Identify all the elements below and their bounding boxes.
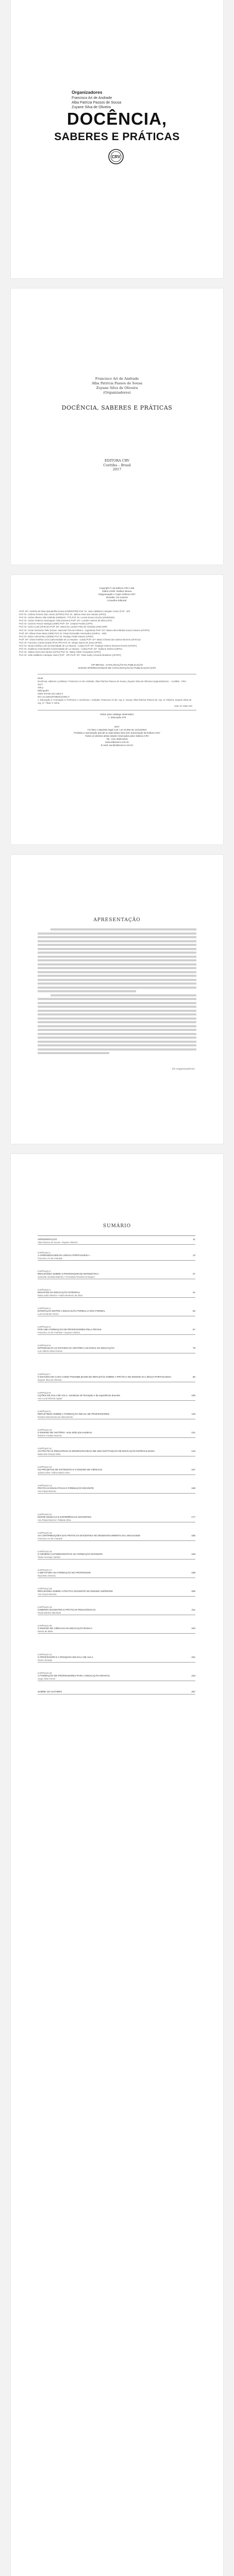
- text-line: [38, 1013, 196, 1015]
- divider: [38, 1662, 195, 1663]
- chapter-title-text: A APRENDIZAGEM DA LÍNGUA PORTUGUESA –: [38, 1254, 91, 1257]
- page-number: 67: [192, 1328, 195, 1331]
- catalog-isbn: ISBN 978-85-444-1952-0: [38, 692, 63, 695]
- chapter-number: CAPÍTULO 18: [38, 1587, 52, 1590]
- chapter-title-text: O PROFESSOR E A PESQUISA EM SALA DE AULA: [38, 1656, 93, 1659]
- toc-entry[interactable]: [38, 1550, 195, 1560]
- chapter-number: CAPÍTULO 13: [38, 1484, 52, 1487]
- publisher-logo-icon: [108, 149, 124, 164]
- catalog-pages: 206 p.: [38, 686, 44, 689]
- text-line: [51, 928, 196, 930]
- book-subtitle: SABERES E PRÁTICAS: [54, 131, 180, 143]
- chapter-title: [38, 1487, 195, 1490]
- rights-notice: Todos os direitos desta edição reservados pela: Editora CRV: [85, 735, 149, 737]
- page-number: 211: [191, 1608, 195, 1612]
- chapter-number: CAPÍTULO 11: [38, 1447, 52, 1450]
- cover-page: [11, 0, 223, 278]
- toc-entry[interactable]: [38, 1270, 195, 1279]
- index-heading: Índice para catálogo sistemático: [100, 713, 134, 716]
- organizer-name: Alba Patrícia Passos de Sousa: [72, 101, 122, 105]
- toc-entry[interactable]: [38, 1624, 195, 1634]
- chapter-authors: Rubens Furtado Moreira: [38, 1434, 62, 1437]
- toc-entry[interactable]: [38, 1326, 195, 1335]
- copyright-line: Copyright © da Editora CRV Ltda.: [99, 587, 135, 589]
- chapter-title-text: REFLEXÕES SOBRE A PRÁTICA DOCENTE NO ENSINO SUPERIOR: [38, 1590, 113, 1593]
- chapter-title-text: REFLEXÕES SOBRE O PROFESSOR DE MATEMÁTICA: [38, 1273, 99, 1276]
- board-row: Profª. Drª. Andréia da Silva Quintanilha Sousa (UNIR/UFRN) Prof. Dr. Joao Adalberto Campato Junior (FAP - SP): [19, 610, 130, 613]
- chapter-number: CAPÍTULO 20: [38, 1624, 52, 1627]
- catalog-classification: CDU 37 CDD 370: [174, 705, 192, 707]
- chapter-number: CAPÍTULO 7: [38, 1373, 51, 1376]
- chapter-title: [38, 1310, 195, 1313]
- chapter-number: CAPÍTULO 12: [38, 1466, 52, 1468]
- publisher-name: EDITORA CRV: [104, 459, 130, 463]
- chapter-title: [38, 1690, 195, 1693]
- organizer-name: Alba Patrícia Passos de Sousa: [91, 381, 143, 385]
- toc-entry[interactable]: [38, 1251, 195, 1261]
- chapter-title: [38, 1394, 195, 1397]
- chapter-title: [38, 1238, 195, 1241]
- chapter-authors: Yuri Souza Moreira: [38, 1592, 57, 1596]
- presentation-page: [11, 855, 223, 1144]
- chapter-title: [38, 1468, 195, 1471]
- chapter-title: [38, 1450, 195, 1453]
- text-line: [38, 1021, 196, 1023]
- chapter-authors: Rosana Nascimento do Nascimento: [38, 1415, 73, 1418]
- toc-entry[interactable]: [38, 1606, 195, 1615]
- organizer-name: Francisco Ari de Andrade: [95, 377, 139, 381]
- chapter-number: CAPÍTULO 3: [38, 1289, 51, 1291]
- presentation-body: [38, 928, 196, 1056]
- chapter-title: [38, 1254, 195, 1257]
- divider: [38, 1596, 195, 1597]
- text-line: [38, 982, 196, 985]
- page-number: 93: [192, 1376, 195, 1379]
- text-line: [38, 956, 196, 958]
- text-line: [38, 1018, 196, 1020]
- organizers-role: (Organizadores): [103, 391, 131, 395]
- chapter-authors: Zuyane Silva de Oliveira: [38, 1378, 62, 1381]
- catalog-entry: Docência, saberes e práticas / Francisco Ari de Andrade, Alba Patrícia Passos de Sousa, Zuyane Silva de Oliveira (organizadores). – Curitiba : CRV, 2017.: [38, 680, 187, 686]
- toc-entry[interactable]: [38, 1429, 195, 1438]
- chapter-number: CAPÍTULO 5: [38, 1326, 51, 1328]
- organizer-name: Zuyane Silva de Oliveira: [96, 386, 138, 390]
- divider: [38, 1633, 195, 1634]
- catalog-doi: DOI 10.24824/978854441952.0: [38, 696, 70, 698]
- toc-entry[interactable]: [38, 1690, 195, 1694]
- catalog-record: [38, 677, 192, 708]
- catalog-code: D636: [38, 677, 43, 680]
- board-row: Prof. Dr. Francisco Carlos Duarte (PUC-PR) Prof. Dr. Sérgio Nunes de Jesus (IFRO): [19, 641, 102, 644]
- chapter-title: [38, 1590, 195, 1593]
- chapter-title-text: LIÇÕES DE SALA DE AULA: narrativas de formação e da experiência docente: [38, 1394, 121, 1397]
- chapter-authors: Luis Fernando Torres: [38, 1312, 59, 1315]
- chapter-authors: Raul Brito Moreira: [38, 1574, 56, 1577]
- text-line: [38, 963, 196, 965]
- email-link[interactable]: E-mail: sac@editoracrv.com.br: [101, 744, 133, 747]
- divider: [38, 1493, 195, 1494]
- chapter-authors: Ednéa de Mello: [38, 1630, 53, 1633]
- logo-text: CRV: [111, 155, 121, 159]
- text-line: [38, 971, 196, 973]
- text-line: [38, 967, 196, 969]
- publisher-city: Curitiba – Brasil: [103, 463, 131, 467]
- reproduction-notice: Proibida a reprodução parcial ou total desta obra sem autorização da Editora CRV: [74, 732, 160, 734]
- page-number: 157: [191, 1468, 195, 1471]
- text-line: [38, 1029, 196, 1031]
- organizer-name: Zuyane Silva de Oliveira: [72, 106, 111, 109]
- page-number: 199: [191, 1571, 195, 1574]
- chapter-title: [38, 1516, 195, 1519]
- chapter-title: [38, 1431, 195, 1434]
- text-line: [38, 959, 196, 961]
- page-number: 143: [191, 1450, 195, 1453]
- organizers-list: [72, 96, 121, 110]
- toc-entry[interactable]: [38, 1373, 195, 1382]
- chapter-title-text: POR UMA FORMAÇÃO DE PROFESSORES PELA PRÁXIS: [38, 1328, 102, 1331]
- chapter-title-text: OS PROJETOS DE EXTENSÃO E O ENSINO DE CIÊNCIAS: [38, 1468, 103, 1471]
- toc-entry[interactable]: [38, 1587, 195, 1597]
- divider: [38, 1400, 195, 1401]
- index-entry: 1. Educação 370: [108, 716, 126, 719]
- toc-entry[interactable]: [38, 1307, 195, 1316]
- chapter-title: [38, 1571, 195, 1574]
- text-line: [38, 1044, 196, 1046]
- chapter-title: [38, 1553, 195, 1556]
- chapter-authors: Paulo Henrique Santos: [38, 1555, 61, 1558]
- chapter-title-text: SABERES DOCENTES E PRÁTICAS PEDAGÓGICAS: [38, 1608, 96, 1612]
- chapter-number: CAPÍTULO 17: [38, 1569, 52, 1571]
- page-number: 193: [191, 1553, 195, 1556]
- chapter-authors: Josenete Almeida Marinho • Fernanda Pimenta Henriques: [38, 1275, 95, 1278]
- catalog-bibliography: Bibliografia: [38, 689, 49, 692]
- chapter-authors: Francisco Ari de Andrade • Zuyane Oliveira: [38, 1331, 80, 1334]
- chapter-title: [38, 1291, 195, 1294]
- board-heading: Conselho Editorial:: [107, 599, 127, 602]
- text-line: [38, 933, 196, 935]
- chapter-title: [38, 1273, 195, 1276]
- toc-entry[interactable]: [38, 1447, 195, 1456]
- presentation-signature: Os organizadores: [172, 1067, 195, 1071]
- chapter-title-text: INTRODUÇÃO AO ESTUDO DA HISTÓRIA CULTURAL DA EDUCAÇÃO: [38, 1347, 114, 1350]
- toc-entry[interactable]: [38, 1532, 195, 1541]
- board-row: Prof. Dr. Antônio Pereira Gaio Júnior (UFRRJ) Prof. Dr. Jailson Alves dos Santos (UFRJ): [19, 613, 106, 616]
- chapter-number: CAPÍTULO 9: [38, 1410, 51, 1413]
- chapter-authors: Francisco Ari de Andrade: [38, 1537, 63, 1540]
- chapter-title: [38, 1413, 195, 1416]
- chapter-title-text: A METÁFORA NA FORMAÇÃO DO PROFESSOR: [38, 1571, 91, 1574]
- chapter-title: [38, 1608, 195, 1612]
- chapter-authors: Ana Paula Moreira: [38, 1489, 56, 1493]
- board-row: Prof. Dr. Carlos Federico Dominguez Avila (Unieuro) Profª. Drª. Lourdes Helena da Silva (UFV): [19, 619, 112, 622]
- page-number: 205: [191, 1590, 195, 1593]
- chapter-title-text: O ESTUDO DE CASO COMO POSSIBILIDADE DE REFLEXÃO SOBRE A PRÁTICA NO ENSINO DA LÍNGUA PORTUGUESA: [38, 1376, 172, 1379]
- review-line: Revisão: Os Autores: [106, 596, 128, 599]
- text-line: [38, 1037, 196, 1039]
- chapter-title-text: PRÁTICAS EDUCATIVAS E FORMAÇÃO DOCENTE: [38, 1487, 94, 1490]
- page-number: 243: [191, 1674, 195, 1677]
- chapter-number: CAPÍTULO 14: [38, 1513, 52, 1516]
- chapter-authors: Juliana Silva • Dilma Maria Alves: [38, 1471, 70, 1474]
- chapter-title: [38, 1328, 195, 1331]
- page-number: 257: [191, 1690, 195, 1693]
- text-line: [38, 948, 196, 950]
- chapter-title-text: ENTRE MÚSICAS E EXPERIÊNCIAS DOCENTES: [38, 1516, 92, 1519]
- chapter-title-text: O ENSINO DE CIÊNCIAS NA EDUCAÇÃO BÁSICA: [38, 1627, 92, 1630]
- chapter-number: CAPÍTULO 15: [38, 1532, 52, 1534]
- chapter-title-text: APRESENTAÇÃO: [38, 1238, 57, 1241]
- chapter-number: CAPÍTULO 10: [38, 1429, 52, 1431]
- board-row: Prof. Dr. Jailson Alves dos Santos (UFRJ) Prof. Dr. Tadeu Oliver Gonçalves (UFPA): [19, 651, 101, 654]
- board-row: Prof. Dr. Gloria Fariñas León (Universidade de La Havana - Cuba) Profª. Drª. Solange Helena Ximenes-Rocha (UFOPA): [19, 645, 137, 648]
- page-number: 41: [192, 1291, 195, 1294]
- cip-heading: [11, 664, 223, 670]
- toc-entry[interactable]: [38, 1466, 195, 1475]
- chapter-title-text: O GÊNERO AUTOBIOGRÁFICO NA FORMAÇÃO DOCENTE: [38, 1553, 103, 1556]
- toc-entry[interactable]: [38, 1238, 195, 1245]
- chapter-title: [38, 1376, 195, 1379]
- chapter-title-text: AS CONTRIBUIÇÕES DAS PRÁTICAS DOCENTES NO DESENVOLVIMENTO DA LINGUAGEM: [38, 1534, 140, 1537]
- chapter-authors: Ana Lucia Silveira Aguiar: [38, 1397, 62, 1400]
- copyright-page: [11, 575, 223, 844]
- page-number: 53: [192, 1310, 195, 1313]
- chapter-title: [38, 1674, 195, 1677]
- divider: [38, 1437, 195, 1438]
- text-line: [38, 979, 196, 981]
- text-line: [38, 952, 196, 954]
- editorial-board: [19, 610, 215, 657]
- chapter-title-text: REFLETINDO SOBRE A FORMAÇÃO INICIAL DE PROFESSORES: [38, 1413, 110, 1416]
- page-number: 79: [192, 1347, 195, 1350]
- text-line: [38, 940, 196, 942]
- chapter-number: CAPÍTULO 2: [38, 1270, 51, 1273]
- publisher-info: [11, 459, 223, 472]
- page-number: 231: [191, 1656, 195, 1659]
- chapter-title-text: O ENSINO DE HISTÓRIA: uma visão pós-moderna: [38, 1431, 92, 1434]
- board-row: Prof. Dr. Celso Conti (UFSCar) Profª. Drª. Maria de Lourdes Pinto de Almeida (UNICAMP): [19, 625, 108, 629]
- page-number: 27: [192, 1273, 195, 1276]
- text-line: [38, 1002, 196, 1004]
- chapter-authors: Ana Paula Moreira • Rafaela Silva: [38, 1518, 71, 1521]
- toc-entry[interactable]: [38, 1569, 195, 1578]
- summary-heading: SUMÁRIO: [103, 1224, 131, 1229]
- toc-entry[interactable]: [38, 1672, 195, 1681]
- page-number: 223: [191, 1627, 195, 1630]
- chapter-authors: Alba Passos de Sousa • Zuyane Oliveira: [38, 1241, 78, 1244]
- board-row: Profª. Drª. Gloria Fariñas León (Universidade de La Havana - Cuba) Profª. Drª. Maria Cristina dos Santos Bezerra (UFSCar): [19, 638, 141, 641]
- toc-entry[interactable]: [38, 1392, 195, 1401]
- chapter-authors: Luiz Alberto Silva Gomes: [38, 1349, 63, 1352]
- toc-entry[interactable]: [38, 1653, 195, 1663]
- cip-title: CIP-BRASIL. CATALOGAÇÃO NA PUBLICAÇÃO: [91, 664, 143, 666]
- text-line: [38, 1010, 196, 1012]
- board-row: Prof. Dr. Guillermo Arias Beatón (Universidade de La Havana - Cuba) Profª. Drª. Sydione Santos (UEPG): [19, 648, 122, 651]
- chapter-number: CAPÍTULO 19: [38, 1606, 52, 1608]
- board-row: Prof. Dr. Carlos Alberto Vilar Estêvão (UMINHO - PT) Prof. Dr. Leonel Severo Rocha (UNISINOS): [19, 616, 115, 619]
- book-title: DOCÊNCIA,: [66, 109, 168, 128]
- board-row: Prof. Dr. João Adalberto Campato Junior (FAP - SP) Profª. Drª. Tania Suely Azevedo Brasileiro (UFOPA): [19, 654, 121, 657]
- chapter-authors: Maria Zuíla Oliveira • Ivânia Monteiro da Silva: [38, 1294, 82, 1297]
- organizers-list: [11, 377, 223, 395]
- text-line: [38, 1025, 196, 1027]
- title-page: [11, 289, 223, 565]
- chapter-title: [38, 1627, 195, 1630]
- page-number: 119: [191, 1413, 195, 1416]
- chapter-number: CAPÍTULO 4: [38, 1307, 51, 1310]
- text-line: [38, 987, 196, 989]
- chapter-number: CAPÍTULO 21: [38, 1653, 52, 1656]
- text-line: [38, 975, 196, 977]
- toc-entry[interactable]: [38, 1484, 195, 1494]
- index-block: [11, 713, 223, 719]
- page-number: 185: [191, 1534, 195, 1537]
- organizers-heading: Organizadores: [72, 90, 103, 95]
- chapter-title: [38, 1656, 195, 1659]
- divider: [38, 1244, 195, 1245]
- chapter-number: CAPÍTULO 16: [38, 1550, 52, 1553]
- cip-subtitle: DADOS INTERNACIONAIS DE CATALOGAÇÃO NA PUBLICAÇÃO (CIP): [78, 667, 156, 669]
- text-line: [38, 990, 136, 992]
- text-line: [38, 1041, 196, 1043]
- chapter-authors: Francisco Ari de Andrade: [38, 1257, 63, 1260]
- legal-deposit: Foi feito o depósito legal conf. Lei 10.994 de 14/12/2004: [87, 728, 147, 731]
- phone: Tel.: (41) 3039-6418: [106, 738, 128, 740]
- chapter-authors: Paula Martins Machado: [38, 1611, 61, 1614]
- chapter-title-text: SOBRE OS AUTORES: [38, 1690, 62, 1693]
- page-number: 105: [191, 1394, 195, 1397]
- chapter-title-text: DESAFIOS DA EDUCAÇÃO INTEGRAL: [38, 1291, 80, 1294]
- copyright-header: [11, 587, 223, 602]
- text-line: [51, 994, 196, 996]
- page-number: 13: [192, 1254, 195, 1257]
- divider: [38, 1559, 195, 1560]
- text-line: [38, 936, 196, 938]
- text-line: [38, 1006, 196, 1008]
- page-number: 169: [191, 1487, 195, 1490]
- toc-entry[interactable]: [38, 1289, 195, 1298]
- chapter-title: [38, 1534, 195, 1537]
- divider: [38, 1334, 195, 1335]
- publication-year: 2017: [112, 467, 122, 471]
- design-line: Diagramação e Capa: Editora CRV: [98, 593, 136, 596]
- presentation-heading: APRESENTAÇÃO: [93, 918, 141, 923]
- catalog-subjects: 1. Educação 2. Formação 3. Professor 4. Docência I. Andrade, Francisco Ari de. org. II. Sousa, Alba Patrícia Passos de. org. III. Oliveira, Zuyane Silva de. org. IV. Título V. Série.: [38, 699, 192, 704]
- legal-footer: [11, 725, 223, 747]
- page-number: 11: [193, 1238, 195, 1241]
- divider: [38, 1260, 195, 1261]
- chapter-number: CAPÍTULO 6: [38, 1344, 51, 1347]
- board-row: Prof. Dr. Elizeu Clementino (UNEB) Prof. Dr. Rodrigo Pratte-Santos (UFES): [19, 635, 93, 638]
- divider: [38, 1540, 195, 1541]
- website-link[interactable]: www.editoracrv.com.br: [105, 741, 129, 743]
- summary-page: [11, 1154, 223, 2576]
- editor-line: Editor-chefe: Railson Moura: [102, 590, 132, 592]
- footer-year: 2017: [114, 725, 120, 728]
- board-row: Prof. Dr. Carmen Tereza Velanga (UNIR) Profª. Drª. Josania Portela (UFPI): [19, 622, 93, 625]
- chapter-authors: Jorge Silva Torres: [38, 1677, 56, 1680]
- text-line: [38, 1052, 109, 1054]
- chapter-title-text: A FORMAÇÃO DE PROFESSORES PARA A EDUCAÇÃO INFANTIL: [38, 1674, 110, 1677]
- divider: [38, 1297, 195, 1298]
- divider: [38, 1235, 195, 1236]
- text-line: [38, 998, 196, 1000]
- text-line: [38, 944, 196, 946]
- chapter-title: [38, 1347, 195, 1350]
- text-line: [38, 1048, 196, 1050]
- board-row: Prof. Dr. Cesar Gerónimo Tello (Univer. Nacional Três de Febrero - Argentina) Profª. Drª. Maria Lília Imbiriba Sousa Colares (UFOPA): [19, 629, 150, 632]
- toc-entry[interactable]: [38, 1513, 195, 1522]
- chapter-authors: Maria das Graças Silva: [38, 1452, 61, 1455]
- page-number: 131: [191, 1431, 195, 1434]
- chapter-number: CAPÍTULO 8: [38, 1392, 51, 1394]
- toc-entry[interactable]: [38, 1344, 195, 1353]
- chapter-title-text: AS PRÁTICAS PEDAGÓGICAS DESENVOLVIDAS EM UMA INSTITUIÇÃO DE EDUCAÇÃO ESPECIALIZADA: [38, 1450, 155, 1453]
- chapter-authors: Pedro Almeida: [38, 1658, 52, 1662]
- organizer-name: Francisco Ari de Andrade: [72, 96, 112, 100]
- text-line: [38, 1033, 196, 1035]
- book-title: DOCÊNCIA, SABERES E PRÁTICAS: [61, 404, 173, 411]
- page-number: 177: [191, 1516, 195, 1519]
- chapter-number: CAPÍTULO 22: [38, 1672, 52, 1674]
- board-row: Profª. Drª. Eliane Rose Maio (UEM) Prof. Dr. Paulo Romualdo Hernandes (UNIFAL - MG): [19, 632, 107, 635]
- toc-entry[interactable]: [38, 1410, 195, 1419]
- chapter-number: CAPÍTULO 1: [38, 1251, 51, 1254]
- chapter-title-text: INTERAÇÃO ENTRE A EDUCAÇÃO FORMAL E NÃO FORMAL: [38, 1310, 106, 1313]
